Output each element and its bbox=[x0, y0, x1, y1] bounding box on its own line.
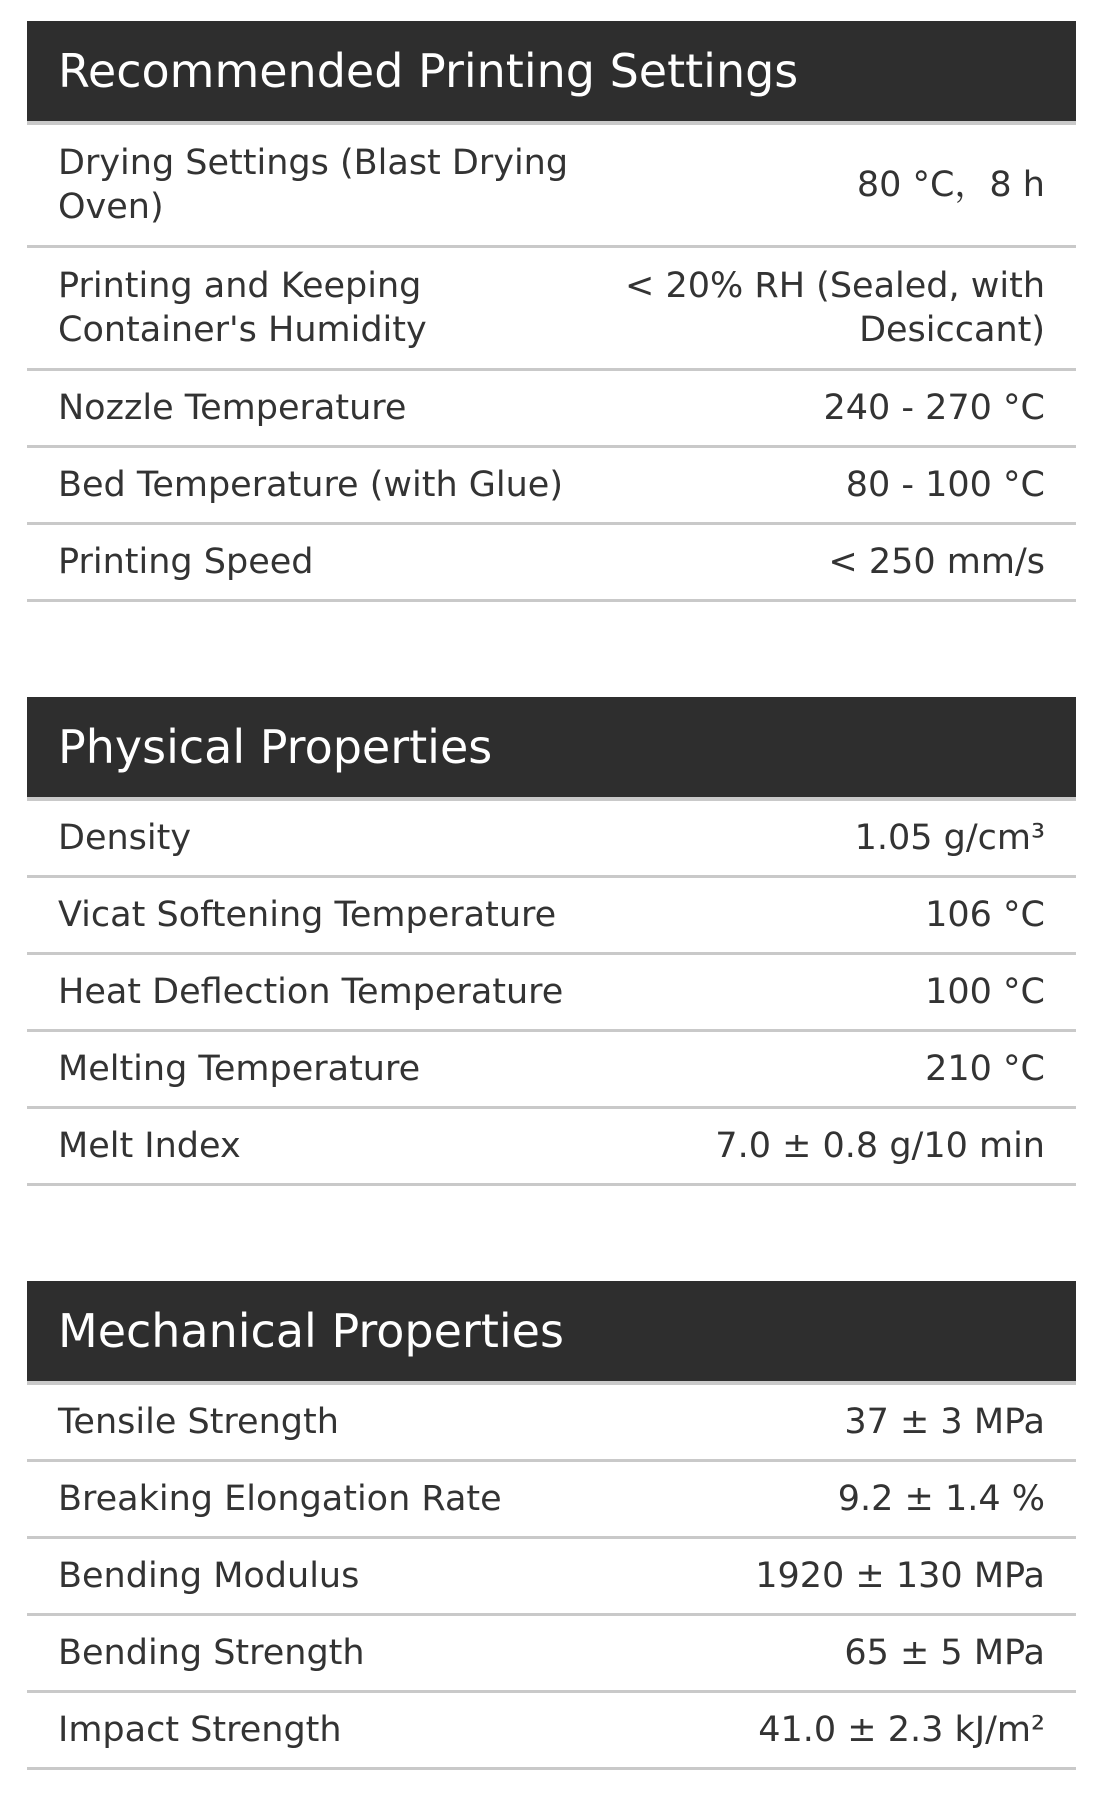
row-value: 210 °C bbox=[925, 1048, 1045, 1089]
row-label: Tensile Strength bbox=[58, 1401, 339, 1442]
row-label: Printing and Keeping Container's Humidity bbox=[58, 265, 427, 350]
row-label: Bed Temperature (with Glue) bbox=[58, 464, 563, 505]
section-printing-settings bbox=[27, 21, 1076, 602]
table-row bbox=[27, 1693, 1076, 1770]
row-label: Vicat Softening Temperature bbox=[58, 894, 557, 935]
row-value: 37 ± 3 MPa bbox=[844, 1401, 1045, 1442]
table-row bbox=[27, 371, 1076, 448]
section-physical-properties bbox=[27, 697, 1076, 1186]
table-row bbox=[27, 1539, 1076, 1616]
row-label: Impact Strength bbox=[58, 1709, 342, 1750]
table-row bbox=[27, 1385, 1076, 1462]
row-label: Nozzle Temperature bbox=[58, 387, 407, 428]
section-title: Mechanical Properties bbox=[27, 1281, 1076, 1385]
table-row bbox=[27, 1032, 1076, 1109]
table-row bbox=[27, 1616, 1076, 1693]
row-value: 65 ± 5 MPa bbox=[844, 1632, 1045, 1673]
row-label: Drying Settings (Blast Drying Oven) bbox=[58, 142, 569, 227]
row-label: Breaking Elongation Rate bbox=[58, 1478, 502, 1519]
row-label: Heat Deflection Temperature bbox=[58, 971, 564, 1012]
table-row bbox=[27, 955, 1076, 1032]
section-title: Physical Properties bbox=[27, 697, 1076, 801]
table-row bbox=[27, 125, 1076, 248]
table-row bbox=[27, 801, 1076, 878]
table-row bbox=[27, 248, 1076, 371]
row-value: 7.0 ± 0.8 g/10 min bbox=[715, 1125, 1045, 1166]
row-label: Melting Temperature bbox=[58, 1048, 421, 1089]
row-value: < 250 mm/s bbox=[828, 541, 1045, 582]
table-row bbox=[27, 1462, 1076, 1539]
row-value: 1920 ± 130 MPa bbox=[755, 1555, 1045, 1596]
row-label: Melt Index bbox=[58, 1125, 241, 1166]
table-row bbox=[27, 448, 1076, 525]
row-value: 100 °C bbox=[925, 971, 1045, 1012]
row-label: Bending Strength bbox=[58, 1632, 365, 1673]
row-value: 80 - 100 °C bbox=[845, 464, 1045, 505]
table-row bbox=[27, 525, 1076, 602]
section-title: Recommended Printing Settings bbox=[27, 21, 1076, 125]
row-value: 9.2 ± 1.4 % bbox=[837, 1478, 1045, 1519]
row-value: 106 °C bbox=[925, 894, 1045, 935]
row-label: Bending Modulus bbox=[58, 1555, 360, 1596]
row-value: 41.0 ± 2.3 kJ/m² bbox=[758, 1709, 1045, 1750]
row-value: 240 - 270 °C bbox=[823, 387, 1045, 428]
row-label: Printing Speed bbox=[58, 541, 314, 582]
row-value: 80 °C，8 h bbox=[856, 164, 1045, 205]
table-row bbox=[27, 878, 1076, 955]
table-row bbox=[27, 1109, 1076, 1186]
row-label: Density bbox=[58, 817, 192, 858]
row-value: < 20% RH (Sealed, with Desiccant) bbox=[625, 265, 1045, 350]
row-value: 1.05 g/cm³ bbox=[854, 817, 1045, 858]
section-mechanical-properties bbox=[27, 1281, 1076, 1770]
